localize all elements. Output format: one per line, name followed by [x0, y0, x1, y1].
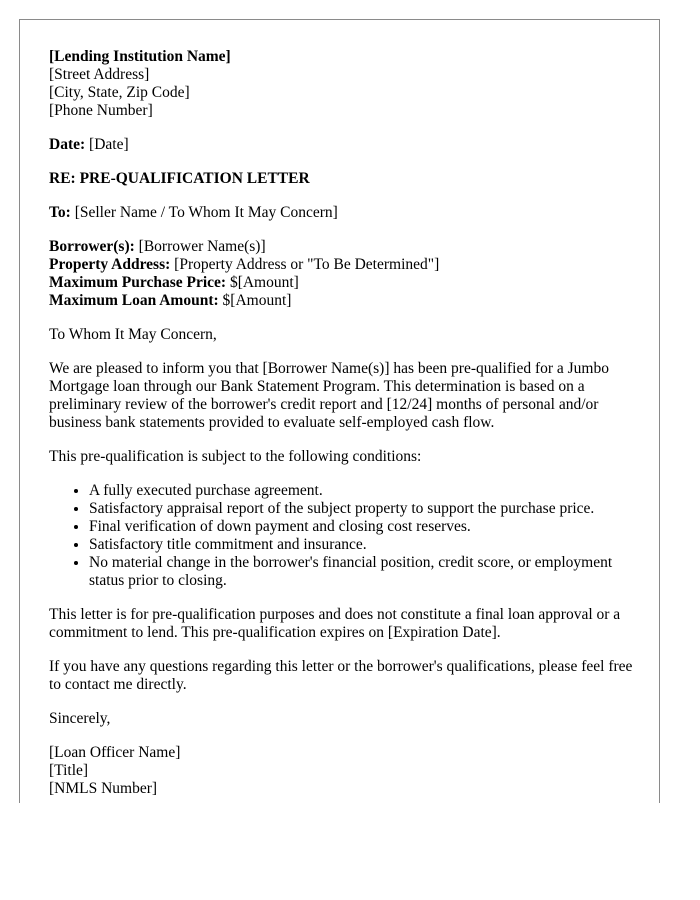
condition-item: • A fully executed purchase agreement.: [89, 482, 639, 500]
nmls-number: [NMLS Number]: [49, 780, 158, 797]
detail-label: Maximum Loan Amount:: [49, 292, 219, 309]
condition-item: • No material change in the borrower's financial position, credit score, or employment status prior to closing.: [89, 554, 639, 590]
detail-label: Borrower(s):: [49, 238, 135, 255]
detail-value: $[Amount]: [229, 274, 299, 291]
conditions-list: [49, 482, 639, 590]
date-value: [Date]: [89, 136, 129, 153]
city-state-zip: [City, State, Zip Code]: [49, 84, 190, 101]
loan-officer-name: [Loan Officer Name]: [49, 744, 181, 761]
salutation: To Whom It May Concern,: [49, 326, 217, 343]
loan-officer-title: [Title]: [49, 762, 89, 779]
institution-name: [Lending Institution Name]: [49, 48, 231, 65]
detail-property-address: [49, 256, 639, 274]
phone-number: [Phone Number]: [49, 102, 153, 119]
condition-item: • Final verification of down payment and closing cost reserves.: [89, 518, 639, 536]
date-line: [49, 136, 639, 154]
detail-value: [Property Address or "To Be Determined"]: [174, 256, 440, 273]
loan-details: [49, 238, 639, 310]
recipient-value: [Seller Name / To Whom It May Concern]: [74, 204, 338, 221]
street-address: [Street Address]: [49, 66, 150, 83]
conditions-intro: This pre-qualification is subject to the following conditions:: [49, 448, 422, 465]
subject-line: RE: PRE-QUALIFICATION LETTER: [49, 170, 310, 187]
condition-item: • Satisfactory title commitment and insurance.: [89, 536, 639, 554]
detail-label: Maximum Purchase Price:: [49, 274, 227, 291]
contact-paragraph: If you have any questions regarding this letter or the borrower's qualifications, please feel free to contact me directly.: [49, 658, 633, 693]
letterhead: [49, 48, 639, 120]
recipient-line: [49, 204, 639, 222]
detail-label: Property Address:: [49, 256, 171, 273]
detail-borrower: [49, 238, 639, 256]
detail-max-purchase-price: [49, 274, 639, 292]
detail-value: $[Amount]: [222, 292, 292, 309]
recipient-label: To:: [49, 204, 71, 221]
condition-item: • Satisfactory appraisal report of the subject property to support the purchase price.: [89, 500, 639, 518]
detail-value: [Borrower Name(s)]: [138, 238, 266, 255]
closing: Sincerely,: [49, 710, 111, 727]
letter: [49, 48, 639, 798]
disclaimer-paragraph: This letter is for pre-qualification purposes and does not constitute a final loan approval or a commitment to lend. This pre-qualification expires on [Expiration Date].: [49, 606, 621, 641]
signature-block: [49, 744, 639, 798]
detail-max-loan-amount: [49, 292, 639, 310]
date-label: Date:: [49, 136, 86, 153]
intro-paragraph: We are pleased to inform you that [Borrower Name(s)] has been pre-qualified for a Jumbo Mortgage loan through our Bank Statement Program. This determination is based on a preliminary review of the borrower's credit report and [12/24] months of personal and/or business bank statements provided to evaluate self-employed cash flow.: [49, 360, 609, 431]
